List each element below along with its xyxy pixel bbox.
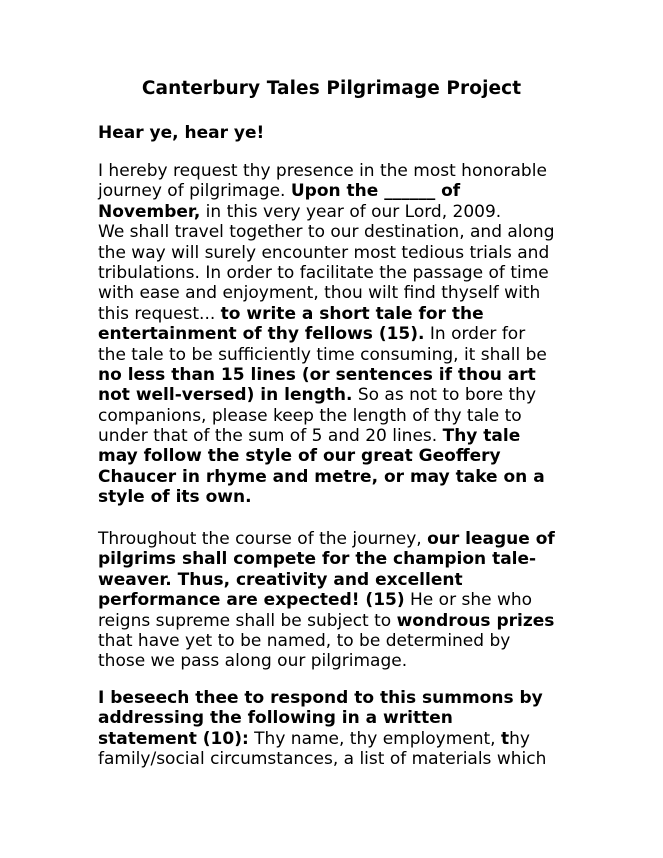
text-line — [98, 304, 573, 324]
body-text: In order for — [424, 324, 526, 345]
body-text: hy — [509, 728, 530, 749]
body-text: the way will surely encounter most tedious trials and — [98, 242, 550, 263]
text-line — [98, 243, 573, 263]
text-line — [98, 467, 573, 487]
text-line — [98, 426, 573, 446]
text-line — [98, 181, 573, 201]
bold-text: Upon the ______ of — [290, 181, 461, 202]
text-line — [98, 749, 573, 769]
bold-text: style of its own. — [98, 487, 252, 508]
bold-text: performance are expected! (15) — [98, 590, 405, 611]
bold-text: t — [500, 728, 510, 749]
paragraph-summons — [98, 688, 573, 770]
body-text: under that of the sum of 5 and 20 lines. — [98, 426, 443, 447]
text-line — [98, 324, 573, 344]
bold-text: addressing the following in a written — [98, 708, 453, 729]
bold-text: weaver. Thus, creativity and excellent — [98, 569, 463, 590]
bold-text: our league of — [427, 529, 555, 549]
text-line — [98, 487, 573, 507]
document-title: Canterbury Tales Pilgrimage Project — [141, 78, 522, 99]
body-text: I hereby request thy presence in the most honorable — [98, 161, 547, 181]
text-line — [98, 161, 573, 181]
body-text: that have yet to be named, to be determined by — [98, 630, 511, 651]
text-line — [98, 570, 573, 590]
paragraph-invitation — [98, 161, 573, 508]
body-text: with ease and enjoyment, thou wilt find thyself with — [98, 283, 541, 304]
body-text: We shall travel together to our destination, and along — [98, 222, 555, 243]
text-line — [98, 631, 573, 651]
text-line — [98, 365, 573, 385]
text-line — [98, 263, 573, 283]
bold-text: Chaucer in rhyme and metre, or may take on a — [98, 466, 545, 487]
bold-text: Thy tale — [442, 426, 521, 447]
text-line — [98, 611, 573, 631]
text-line — [98, 708, 573, 728]
text-line — [98, 385, 573, 405]
bold-text: I beseech thee to respond to this summons by — [98, 688, 543, 708]
text-line — [98, 549, 573, 569]
text-line — [98, 202, 573, 222]
body-text: reigns supreme shall be subject to — [98, 610, 397, 631]
body-text: tribulations. In order to facilitate the passage of time — [98, 262, 549, 283]
text-line — [98, 529, 573, 549]
bold-text: entertainment of thy fellows (15). — [98, 324, 425, 345]
text-line — [98, 729, 573, 749]
body-text: companions, please keep the length of thy tale to — [98, 405, 522, 426]
bold-text: to write a short tale for the — [220, 303, 484, 324]
body-text: in this very year of our Lord, 2009. — [200, 201, 502, 222]
bold-text: no less than 15 lines (or sentences if thou art — [98, 364, 536, 385]
bold-text: not well-versed) in length. — [98, 385, 353, 406]
bold-text: pilgrims shall compete for the champion tale- — [98, 549, 537, 570]
text-line — [98, 590, 573, 610]
text-line — [98, 688, 573, 708]
bold-text: may follow the style of our great Geoffery — [98, 446, 501, 467]
body-text: this request... — [98, 303, 221, 324]
body-text: the tale to be sufficiently time consuming, it shall be — [98, 344, 547, 365]
greeting-heading: Hear ye, hear ye! — [98, 123, 265, 143]
text-line — [98, 283, 573, 303]
text-line — [98, 345, 573, 365]
text-line — [98, 222, 573, 242]
paragraph-competition — [98, 529, 573, 672]
body-text: Thy name, thy employment, — [248, 728, 501, 749]
text-line — [98, 651, 573, 671]
bold-text: statement (10): — [98, 728, 249, 749]
body-text: those we pass along our pilgrimage. — [98, 651, 408, 672]
text-line — [98, 446, 573, 466]
body-text: Throughout the course of the journey, — [98, 529, 428, 549]
body-text: journey of pilgrimage. — [98, 181, 291, 202]
body-text: He or she who — [404, 590, 533, 611]
bold-text: wondrous prizes — [396, 610, 555, 631]
body-text: family/social circumstances, a list of materials which — [98, 749, 547, 770]
text-line — [98, 406, 573, 426]
body-text: So as not to bore thy — [352, 385, 537, 406]
bold-text: November, — [98, 201, 201, 222]
